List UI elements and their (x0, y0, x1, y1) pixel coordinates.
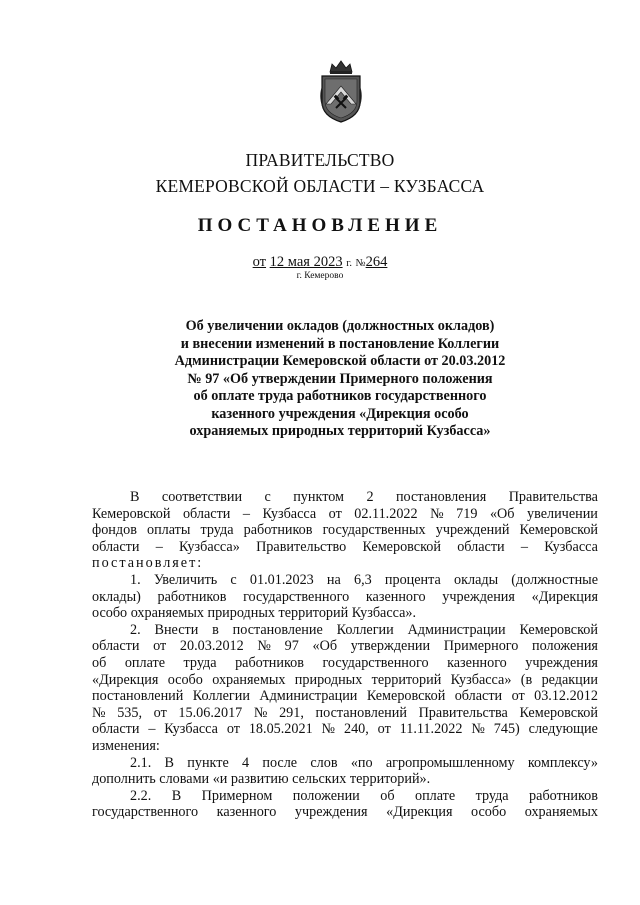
date-number-line (0, 254, 640, 271)
government-name-line2: КЕМЕРОВСКОЙ ОБЛАСТИ – КУЗБАССА (155, 176, 485, 196)
document-body (92, 489, 598, 821)
body-line: В соответствии с пунктом 2 постановления Правительства (130, 489, 598, 505)
coat-of-arms-emblem (318, 58, 364, 124)
body-line: области – Кузбасса от 18.05.2021 № 240, от 11.11.2022 № 745) следующие (92, 721, 598, 738)
title-line: Об увеличении окладов (должностных окладов) (185, 318, 495, 334)
title-line: № 97 «Об утверждении Примерного положения (187, 370, 493, 387)
number-sign: № (355, 258, 366, 269)
government-name-line1: ПРАВИТЕЛЬСТВО (245, 150, 395, 170)
body-line: «Дирекция особо охраняемых природных территорий Кузбасса» (в редакции (92, 671, 598, 688)
body-line: 2. Внести в постановление Коллегии Администрации Кемеровской (130, 621, 598, 638)
year-suffix: г. (346, 258, 352, 269)
body-line: фондов оплаты труда работников государственных учреждений Кемеровской (92, 522, 598, 539)
body-line: № 535, от 15.06.2017 № 291, постановлений Правительства Кемеровской (92, 704, 598, 721)
body-line: оклады) работников государственного казенного учреждения «Дирекция (92, 588, 598, 605)
body-line: Кемеровской области – Кузбасса от 02.11.2022 № 719 «Об увеличении (92, 505, 598, 522)
document-number: 264 (365, 254, 388, 270)
document-date: 12 мая 2023 (269, 254, 343, 270)
date-prefix: от (252, 254, 267, 270)
title-line: Администрации Кемеровской области от 20.03.2012 (174, 353, 506, 369)
body-line: области – Кузбасса» Правительство Кемеровской области – Кузбасса (92, 538, 598, 555)
title-line: охраняемых природных территорий Кузбасса» (189, 423, 491, 439)
city-name: г. Кемерово (296, 271, 344, 281)
body-line: особо охраняемых природных территорий Кузбасса». (92, 605, 417, 622)
body-line: постановляет: (92, 555, 204, 572)
title-line: казенного учреждения «Дирекция особо (211, 405, 469, 422)
body-line: дополнить словами «и развитию сельских территорий». (92, 771, 431, 788)
body-line: государственного казенного учреждения «Дирекция особо охраняемых (92, 804, 598, 821)
body-line: изменения: (92, 737, 160, 754)
document-type-heading: ПОСТАНОВЛЕНИЕ (197, 215, 443, 236)
body-line: 2.1. В пункте 4 после слов «по агропромышленному комплексу» (130, 754, 598, 771)
title-line: об оплате труда работников государственного (193, 388, 487, 404)
document-title (140, 318, 540, 441)
body-line: постановлений Коллегии Администрации Кемеровской области от 03.12.2012 (92, 688, 598, 705)
body-line: об оплате труда работников государственного казенного учреждения (92, 654, 598, 671)
body-line: 1. Увеличить с 01.01.2023 на 6,3 процента оклады (должностные (130, 571, 598, 588)
title-line: и внесении изменений в постановление Коллегии (180, 335, 500, 352)
body-line: области от 20.03.2012 № 97 «Об утверждении Примерного положения (92, 638, 598, 655)
body-line: 2.2. В Примерном положении об оплате труда работников (130, 787, 598, 804)
